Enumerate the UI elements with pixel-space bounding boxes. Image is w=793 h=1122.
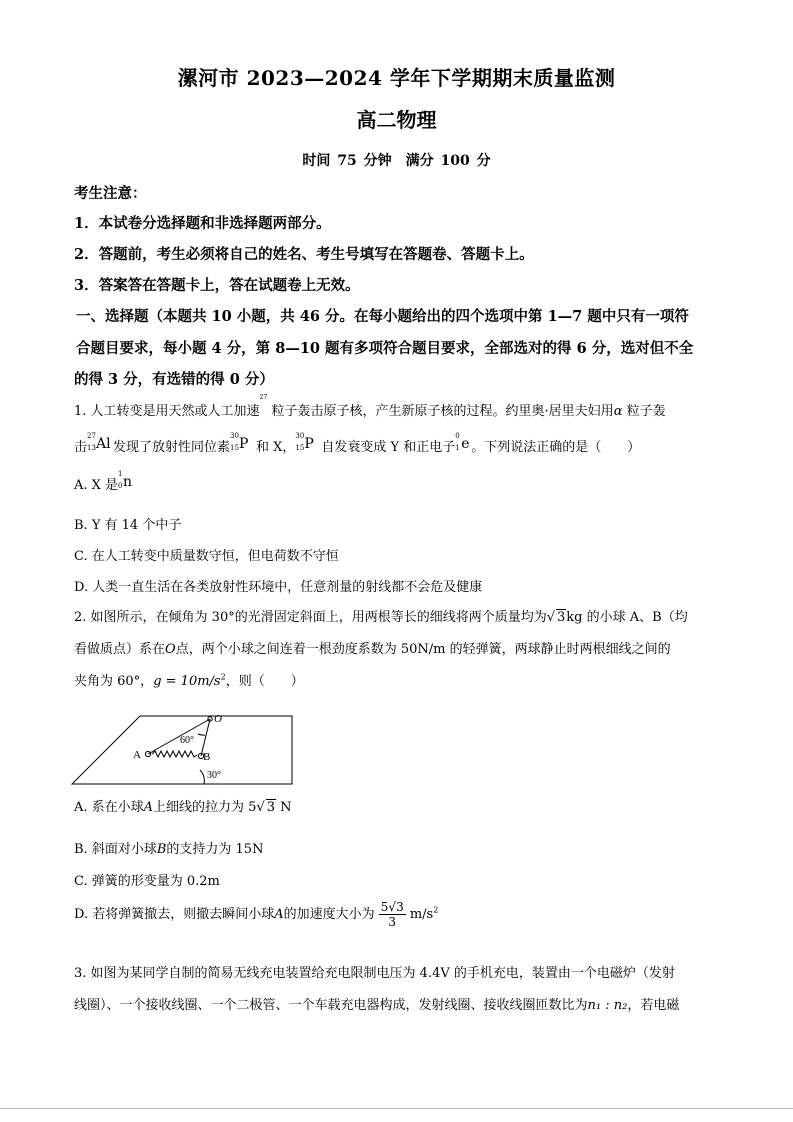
q2-option-b: B. 斜面对小球B的支持力为 15N [74, 842, 264, 857]
section-heading-line-3: 的得 3 分，有选错的得 0 分） [74, 371, 274, 388]
p-isotope: 30 15 P [230, 432, 249, 452]
neutron-symbol: 1 0 n [118, 470, 133, 490]
angle-arc-top [198, 734, 205, 735]
label-a: A [133, 749, 141, 761]
q1-line-1: 1. 人工转变是用天然或人工加速 27 粒子轰击原子核，产生新原子核的过程。约里奥·居里夫妇用α 粒子轰 [74, 394, 666, 419]
q2-option-c: C. 弹簧的形变量为 0.2m [74, 874, 220, 889]
positron-symbol: 0 1 e [455, 432, 470, 452]
label-angle-base: 30° [207, 770, 221, 781]
acceleration-fraction: $\frac{5√3}{3}$ [380, 900, 404, 929]
q1-option-c: C. 在人工转变中质量数守恒，但电荷数不守恒 [74, 549, 339, 564]
p-isotope-2: 30 15 P [295, 432, 314, 452]
q3-line-2: 线圈）、一个接收线圈、一个二极管、一个车载充电器构成，发射线圈、接收线圈匝数比为n₁ : n₂，若电磁 [74, 998, 680, 1013]
q2-option-a: A. 系在小球A上细线的拉力为 5√ 3 N [74, 800, 292, 815]
q2-line-3: 夹角为 60°，$g = 10m/s^2$，则（ ） [74, 672, 304, 689]
section-heading-line-2: 合题目要求，每小题 4 分，第 8—10 题有多项符合题目要求，全部选对的得 6 分，选对但不全 [76, 340, 694, 357]
exam-title: 漯河市 2023—2024 学年下学期期末质量监测 [177, 66, 616, 90]
q2-option-d: D. 若将弹簧撤去，则撤去瞬间小球A的加速度大小为 $\frac{5√3}{3}$ $m/s^2$ [74, 900, 439, 929]
page-bottom-rule [0, 1108, 793, 1109]
q1-option-d: D. 人类一直生活在各类放射性环境中，任意剂量的射线都不会危及健康 [74, 580, 483, 595]
angle-arc-base [200, 770, 204, 784]
string-a [148, 719, 210, 754]
notice-item-3: 3．答案答在答题卡上，答在试题卷上无效。 [74, 277, 360, 294]
subject-title: 高二物理 [356, 108, 437, 132]
time-info: 时间 75 分钟 满分 100 分 [302, 153, 491, 169]
incline-surface [72, 716, 292, 784]
section-heading-line-1: 一、选择题（本题共 10 小题，共 46 分。在每小题给出的四个选项中第 1—7 题中只有一项符 [76, 308, 689, 325]
notice-item-2: 2．答题前，考生必须将自己的姓名、考生号填写在答题卷、答题卡上。 [74, 246, 534, 263]
alpha-symbol: α [613, 404, 623, 419]
q1-line-2: 击 27 13 Al 发现了放射性同位素 30 15 P 和 X， 30 15 P 自发衰变成 Y 和正电子 0 1 e 。下列说法正确的是（ ） [74, 432, 641, 455]
label-o: O [214, 713, 222, 725]
notice-item-1: 1．本试卷分选择题和非选择题两部分。 [74, 215, 331, 232]
q3-line-1: 3. 如图为某同学自制的简易无线充电装置给充电限制电压为 4.4V 的手机充电，装置由一个电磁炉（发射 [74, 966, 675, 981]
al-isotope: 27 13 Al [87, 432, 111, 452]
label-angle-top: 60° [180, 735, 194, 746]
q2-line-1: 2. 如图所示，在倾角为 30°的光滑固定斜面上，用两根等长的细线将两个质量均为√ 3kg 的小球 A、B（均 [74, 610, 688, 625]
notice-heading: 考生注意： [74, 185, 147, 202]
label-b: B [203, 751, 211, 763]
incline-diagram [70, 708, 295, 790]
q1-option-a: A. X 是 1 0 n [74, 470, 133, 493]
spring [152, 751, 197, 757]
q1-option-b: B. Y 有 14 个中子 [74, 518, 182, 533]
q2-line-2: 看做质点）系在O点，两个小球之间连着一根劲度系数为 50N/m 的轻弹簧，两球静止时两根细线之间的 [74, 642, 671, 657]
